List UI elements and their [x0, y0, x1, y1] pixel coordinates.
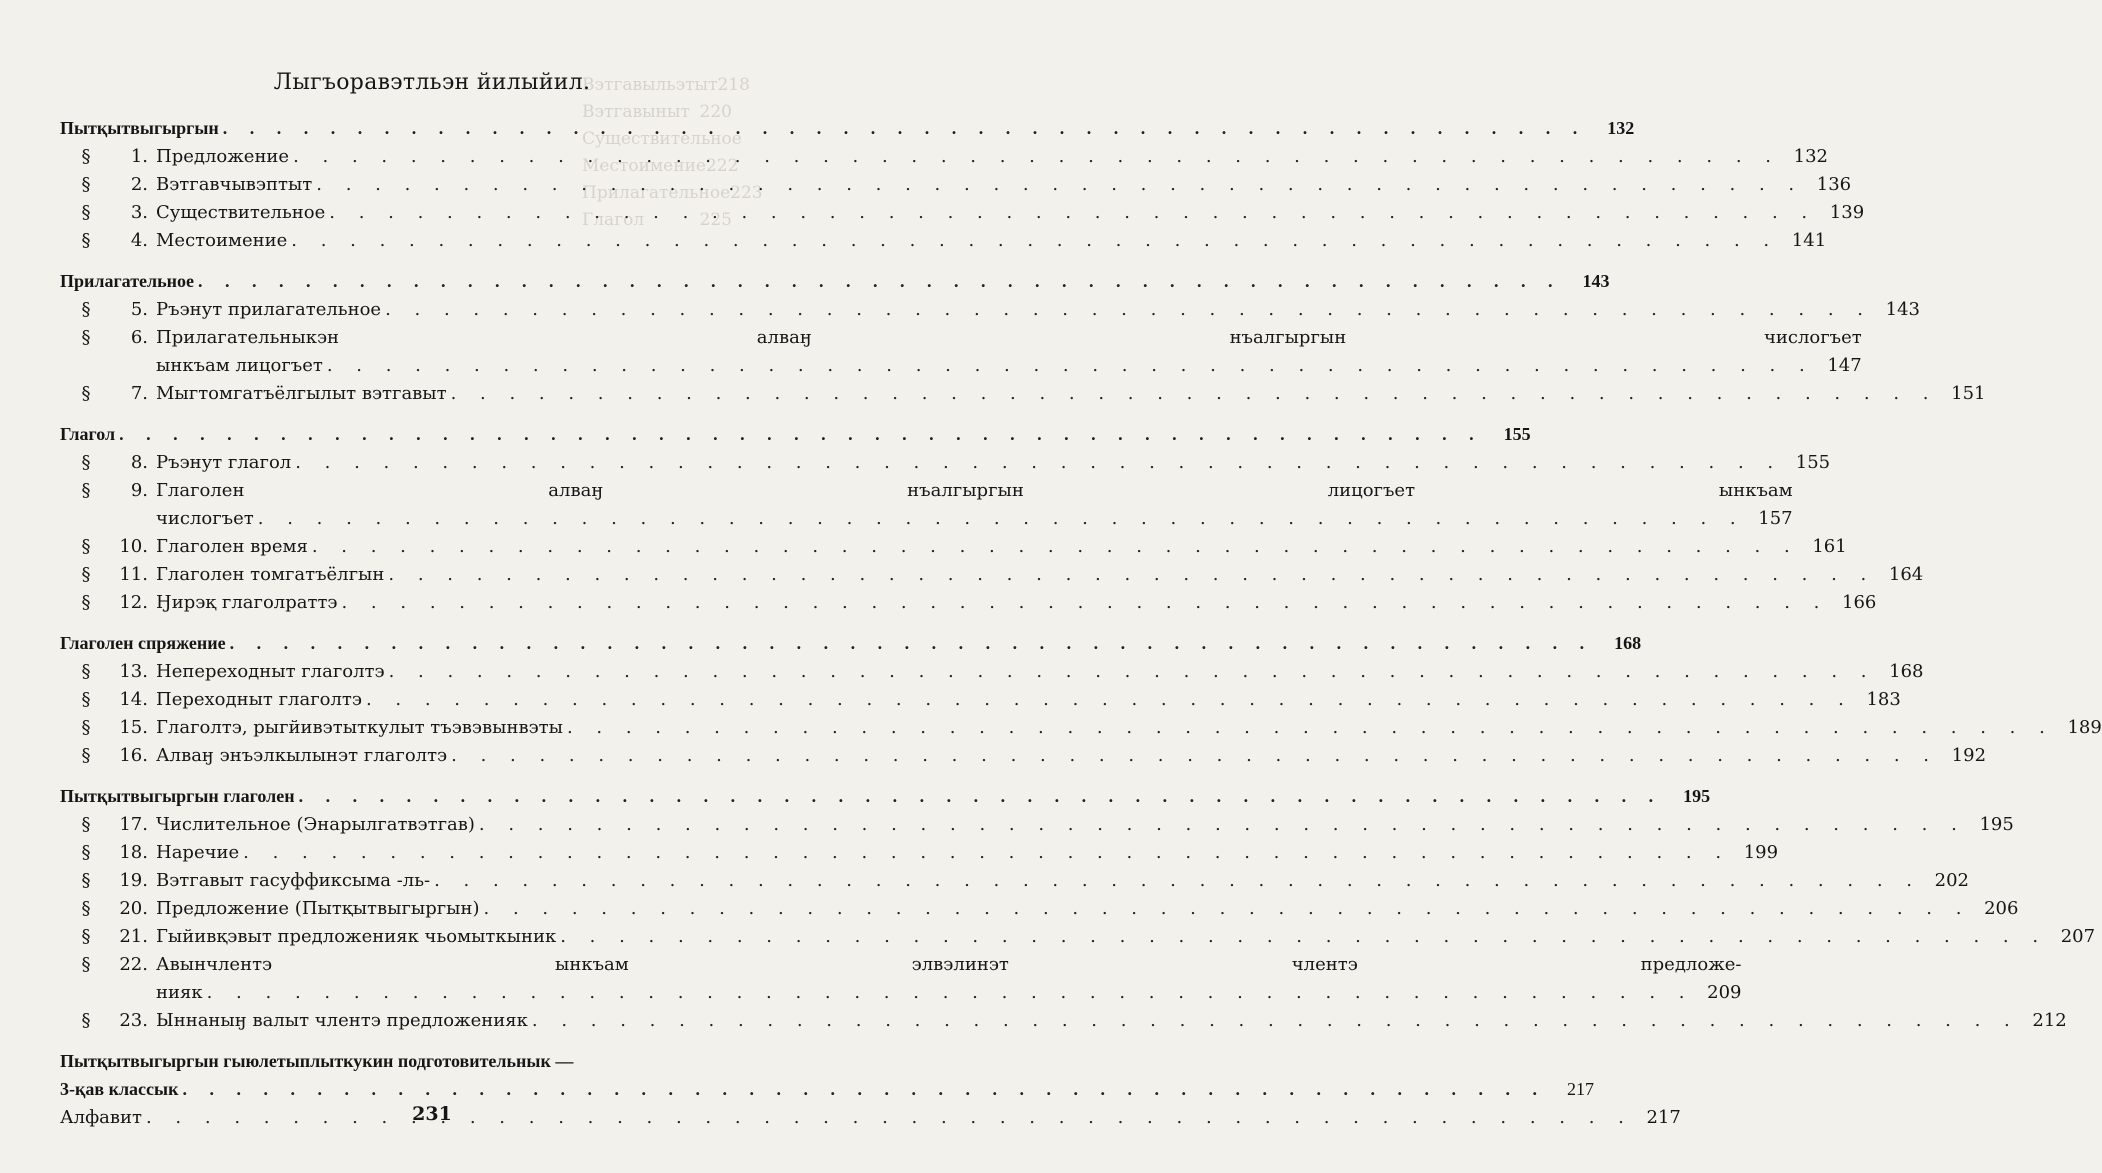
toc-section-heading[interactable]: Глаголен спряжение . . . 168 [60, 633, 730, 661]
toc-entry[interactable]: § 5. Ръэнут прилагательное . . . 143 [60, 299, 730, 327]
toc-entry[interactable]: § 23. Ыннаныӈ валыт члентэ предложенияк . . . 212 [60, 1010, 730, 1038]
page-title: Лыгъоравэтльэн йилыйил. [273, 70, 591, 95]
toc-entry[interactable]: § 13. Непереходныт глаголтэ . . . 168 [60, 661, 730, 689]
toc-entry[interactable]: § 17. Числительное (Энарылгатвэтгав) . . . 195 [60, 814, 730, 842]
toc-entry[interactable]: § 20. Предложение (Пытқытвыгыргын) . . . 206 [60, 898, 730, 926]
toc-final-heading[interactable]: Пытқытвыгыргын гыюлетыплыткукин подготовительнык — [60, 1051, 574, 1071]
toc-entry[interactable]: § 3. Существительное . . . 139 [60, 202, 730, 230]
toc-entry[interactable]: § 12. Ӈирэқ глаголраттэ . . . 166 [60, 592, 730, 620]
toc-section-heading[interactable]: Глагол . . . 155 [60, 424, 730, 452]
ghost-line: Местоимение 222 [582, 156, 739, 176]
toc-entry[interactable]: § 9. Глаголен алваӈ нъалгыргын лицогъет ынкъам числогъет . . . 157 [60, 480, 730, 536]
toc-entry[interactable]: § 8. Ръэнут глагол . . . 155 [60, 452, 730, 480]
toc-entry[interactable]: § 18. Наречие . . . 199 [60, 842, 730, 870]
toc-section-heading[interactable]: Пытқытвыгыргын . . . 132 [60, 118, 730, 146]
ghost-line: Вэтгавыльэтыт 218 [582, 75, 750, 95]
toc-section-heading[interactable]: Пытқытвыгыргын глаголен . . . 195 [60, 786, 730, 814]
toc-entry[interactable]: § 15. Глаголтэ, рыгйивэтыткулыт тъэвэвынвэты . . . 189 [60, 717, 730, 745]
toc-entry[interactable]: § 6. Прилагательныкэн алваӈ нъалгыргын числогъет ынкъам лицогъет . . . 147 [60, 327, 730, 383]
toc-entry[interactable]: § 22. Авынчлентэ ынкъам элвэлинэт члентэ предложе- нияк . . . 209 [60, 954, 730, 1010]
ghost-line: Вэтгавыныт 220 [582, 102, 732, 122]
toc-entry[interactable]: § 10. Глаголен время . . . 161 [60, 536, 730, 564]
ghost-line: Глагол 225 [582, 210, 732, 230]
toc-section-heading[interactable]: Прилагательное . . . 143 [60, 271, 730, 299]
page-number: 231 [412, 1103, 452, 1125]
toc-entry[interactable]: § 2. Вэтгавчывэптыт . . . 136 [60, 174, 730, 202]
toc-entry[interactable]: § 16. Алваӈ энъэлкылынэт глаголтэ . . . 192 [60, 745, 730, 773]
ghost-line: Прилагательное 223 [582, 183, 763, 203]
toc-entry[interactable]: § 4. Местоимение . . . 141 [60, 230, 730, 258]
ghost-line: Существительное [582, 129, 742, 149]
toc-entry[interactable]: § 14. Переходныт глаголтэ . . . 183 [60, 689, 730, 717]
table-of-contents [60, 118, 2102, 1135]
toc-entry[interactable]: § 19. Вэтгавыт гасуффиксыма -ль- . . . 202 [60, 870, 730, 898]
toc-entry[interactable]: § 1. Предложение . . . 132 [60, 146, 730, 174]
toc-final-heading-line2[interactable]: 3-қав классык . . . 217 [60, 1079, 730, 1107]
toc-alphabet-entry[interactable]: Алфавит . . . 217 [60, 1107, 730, 1135]
toc-entry[interactable]: § 21. Гыйивқэвыт предложенияк чьомыткыник . . . 207 [60, 926, 730, 954]
toc-entry[interactable]: § 7. Мыгтомгатъёлгылыт вэтгавыт . . . 151 [60, 383, 730, 411]
toc-entry[interactable]: § 11. Глаголен томгатъёлгын . . . 164 [60, 564, 730, 592]
